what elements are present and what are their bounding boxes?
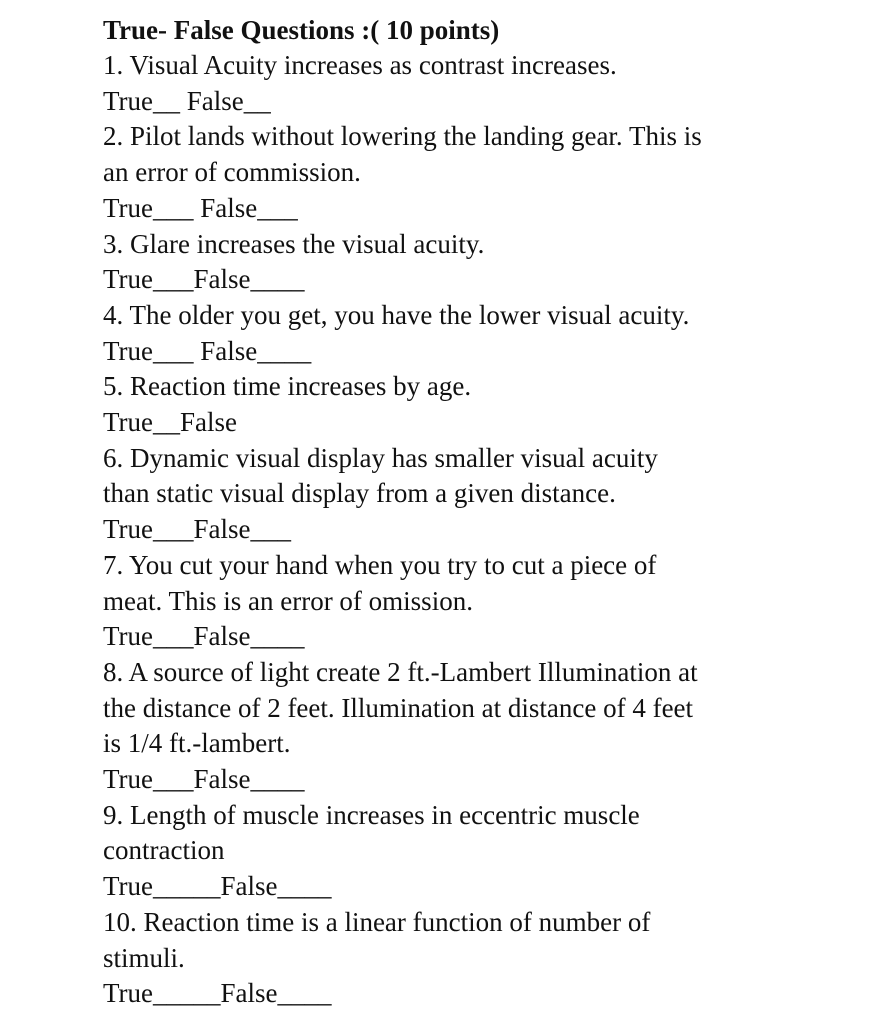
question-text: 1. Visual Acuity increases as contrast increases.	[103, 50, 617, 80]
question-text: 6. Dynamic visual display has smaller visual acuity	[103, 442, 658, 473]
answer-blanks: True___False____	[103, 764, 305, 795]
answer-blanks: True_____False____	[103, 978, 332, 1009]
question-3	[103, 227, 803, 298]
question-text: than static visual display from a given distance.	[103, 478, 616, 509]
answer-blanks: True___ False___	[103, 192, 298, 223]
question-text: the distance of 2 feet. Illumination at distance of 4 feet	[103, 692, 694, 723]
question-8	[103, 655, 803, 798]
question-text: 2. Pilot lands without lowering the landing gear. This is	[103, 121, 702, 152]
answer-blanks: True___ False____	[103, 335, 312, 366]
question-2	[103, 119, 803, 226]
question-text: 3. Glare increases the visual acuity.	[103, 228, 485, 259]
question-text: 8. A source of light create 2 ft.-Lambert Illumination at	[103, 656, 698, 687]
question-text: contraction	[103, 835, 225, 866]
question-10	[103, 905, 803, 1012]
question-text: 5. Reaction time increases by age.	[103, 371, 472, 402]
question-1	[103, 48, 803, 119]
question-9	[103, 798, 803, 905]
question-text: meat. This is an error of omission.	[103, 585, 473, 616]
quiz-sheet	[103, 12, 803, 1012]
question-text: 10. Reaction time is a linear function of number of	[103, 906, 651, 937]
question-text: 9. Length of muscle increases in eccentric muscle	[103, 799, 640, 830]
answer-blanks: True__ False__	[103, 85, 271, 116]
question-text: is 1/4 ft.-lambert.	[103, 728, 291, 759]
question-text: 4. The older you get, you have the lower visual acuity.	[103, 299, 690, 330]
answer-blanks: True_____False____	[103, 871, 332, 902]
question-text: an error of commission.	[103, 157, 361, 188]
answer-blanks: True___False___	[103, 514, 292, 545]
answer-blanks: True___False____	[103, 264, 305, 295]
answer-blanks: True__False	[103, 407, 238, 438]
question-5	[103, 369, 803, 440]
question-text: 7. You cut your hand when you try to cut a piece of	[103, 549, 657, 580]
answer-blanks: True___False____	[103, 621, 305, 652]
question-6	[103, 441, 803, 548]
question-text: stimuli.	[103, 942, 185, 973]
page-title: True- False Questions :( 10 points)	[103, 15, 500, 45]
question-4	[103, 298, 803, 369]
question-7	[103, 548, 803, 655]
